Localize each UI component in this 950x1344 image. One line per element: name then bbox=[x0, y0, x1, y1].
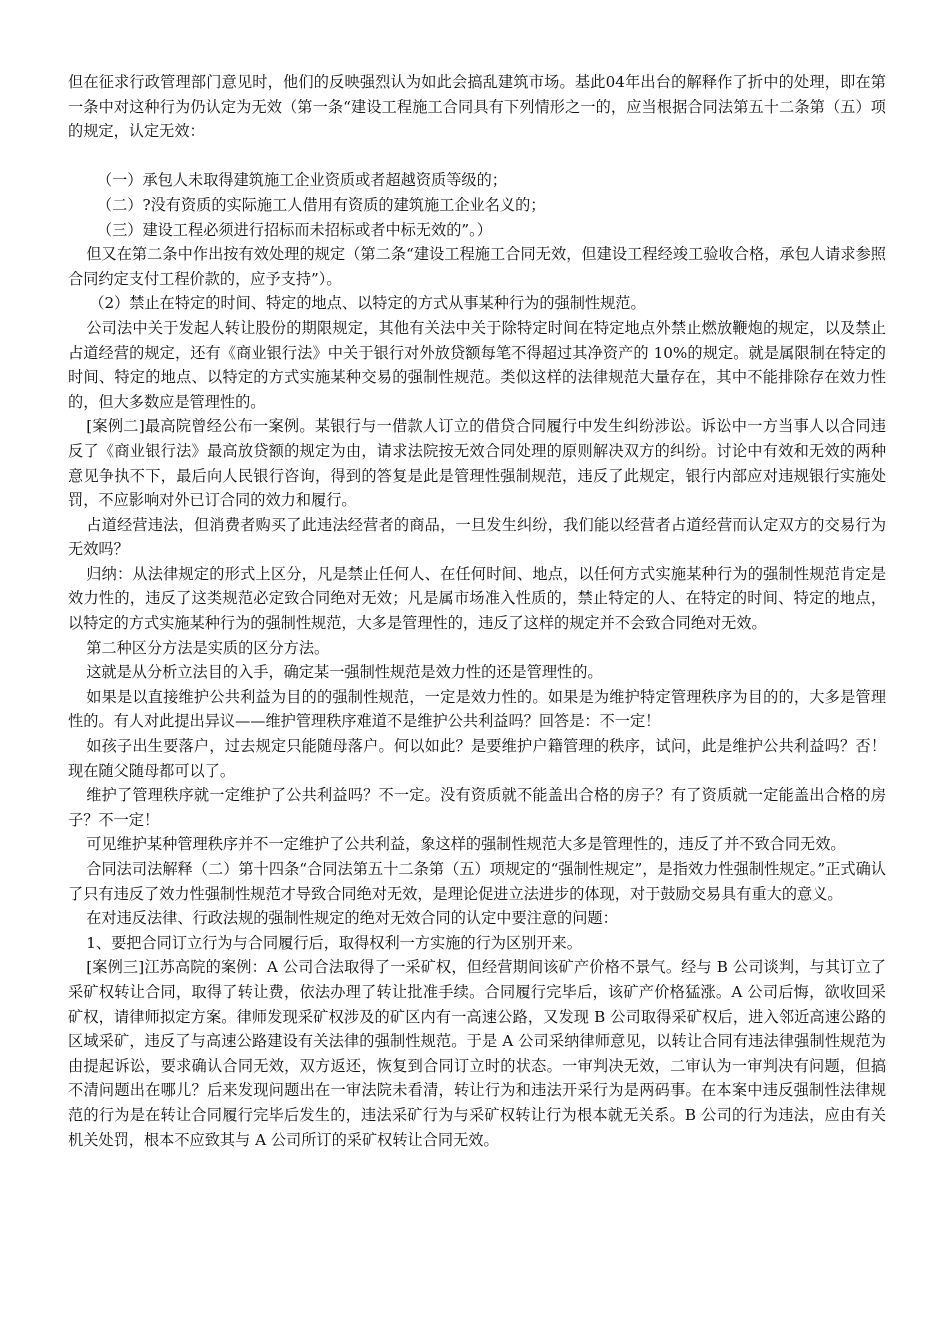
paragraph-management-order: 可见维护某种管理秩序并不一定维护了公共利益，象这样的强制性规范大多是管理性的，违反了并不致合同无效。 bbox=[86, 835, 846, 854]
paragraph-street-vending: 占道经营违法，但消费者购买了此违法经营者的商品，一旦发生纠纷，我们能以经营者占道经营而认定双方的交易行为无效吗？ bbox=[68, 515, 886, 559]
blank-line bbox=[68, 144, 886, 169]
paragraph-article-2: 但又在第二条中作出按有效处理的规定（第二条“建设工程施工合同无效，但建设工程经竣工验收合格，承包人请求参照合同约定支付工程价款的，应予支持”）。 bbox=[68, 245, 886, 288]
paragraph-intro: 但在征求行政管理部门意见时，他们的反映强烈认为如此会搞乱建筑市场。基此04年出台的解释作了折中的处理，即在第一条中对这种行为仍认定为无效（第一条“建设工程施工合同具有下列情形之一的，应当根据合同法第五十二条第（五）项的规定，认定无效： bbox=[68, 73, 886, 141]
paragraph-second-method: 第二种区分方法是实质的区分方法。 bbox=[86, 638, 330, 657]
paragraph-public-interest: 如果是以直接维护公共利益为目的的强制性规范，一定是效力性的。如果是为维护特定管理秩序为目的的，大多是管理性的。有人对此提出异议——维护管理秩序难道不是维护公共利益吗？回答是：不一定！ bbox=[68, 687, 886, 731]
list-item-1: （一）承包人未取得建筑施工企业资质或者超越资质等级的； bbox=[96, 171, 507, 190]
paragraph-issues: 在对违反法律、行政法规的强制性规定的绝对无效合同的认定中要注意的问题： bbox=[86, 909, 618, 928]
document-page bbox=[68, 70, 886, 1152]
paragraph-summary: 归纳：从法律规定的形式上区分，凡是禁止任何人、在任何时间、地点，以任何方式实施某种行为的强制性规范肯定是效力性的，违反了这类规范必定致合同绝对无效；凡是属市场准入性质的，禁止特定的人、在特定的时间、特定的地点，以特定的方式实施某种行为的强制性规范，大多是管理性的，违反了这样的规定并不会致合同绝对无效。 bbox=[68, 564, 886, 633]
paragraph-case-3: [案例三]江苏高院的案例：A 公司合法取得了一采矿权，但经营期间该矿产价格不景气。经与 B 公司谈判，与其订立了采矿权转让合同，取得了转让费，依法办理了转让批准手续。合同履行完毕后，该矿产价格猛涨。A 公司后悔，欲收回采矿权，请律师拟定方案。律师发现采矿权涉及的矿区内有一高速公路，又发现 B 公司取得采矿权后，进入邻近高速公路的区域采矿，违反了与高速公路建设有关法律的强制性规范。于是 A 公司采纳律师意见，以转让合同有违法律强制性规范为由提起诉讼，要求确认合同无效，双方返还，恢复到合同订立时的状态。一审判决无效，二审认为一审判决有问题，但搞不清问题出在哪儿？后来发现问题出在一审法院未看清，转让行为和违法开采行为是两码事。在本案中违反强制性法律规范的行为是在转让合同履行完毕后发生的，违法采矿行为与采矿权转让行为根本就无关系。B 公司的行为违法，应由有关机关处罚，根本不应致其与 A 公司所订的采矿权转让合同无效。 bbox=[68, 958, 886, 1149]
section-heading-2: （2）禁止在特定的时间、特定的地点、以特定的方式从事某种行为的强制性规范。 bbox=[89, 294, 646, 313]
list-item-2: （二）?没有资质的实际施工人借用有资质的建筑施工企业名义的； bbox=[96, 195, 546, 214]
paragraph-case-2: [案例二]最高院曾经公布一案例。某银行与一借款人订立的借贷合同履行中发生纠纷涉讼。诉讼中一方当事人以合同违反了《商业银行法》最高放贷额的规定为由，请求法院按无效合同处理的原则解决双方的纠纷。讨论中有效和无效的两种意见争执不下，最后向人民银行咨询，得到的答复是此是管理性强制规范，违反了此规定，银行内部应对违规银行实施处罚，不应影响对外已订合同的效力和履行。 bbox=[68, 417, 886, 510]
paragraph-qualification: 维护了管理秩序就一定维护了公共利益吗？不一定。没有资质就不能盖出合格的房子？有了资质就一定能盖出合格的房子？不一定！ bbox=[68, 786, 886, 829]
paragraph-household-registration: 如孩子出生要落户，过去规定只能随母落户。何以如此？是要维护户籍管理的秩序，试问，此是维护公共利益吗？否！现在随父随母都可以了。 bbox=[68, 737, 886, 780]
list-item-3: （三）建设工程必须进行招标而未招标或者中标无效的”。） bbox=[96, 220, 492, 239]
paragraph-judicial-interpretation: 合同法司法解释（二）第十四条“合同法第五十二条第（五）项规定的“强制性规定”，是指效力性强制性规定。”正式确认了只有违反了效力性强制性规范才导致合同绝对无效，是理论促进立法进步的体现，对于鼓励交易具有重大的意义。 bbox=[68, 860, 886, 903]
paragraph-legislative-purpose: 这就是从分析立法目的入手，确定某一强制性规范是效力性的还是管理性的。 bbox=[86, 663, 603, 682]
paragraph-company-law: 公司法中关于发起人转让股份的期限规定，其他有关法中关于除特定时间在特定地点外禁止燃放鞭炮的规定，以及禁止占道经营的规定，还有《商业银行法》中关于银行对外放贷额每笔不得超过其净资产的 10%的规定。就是属限制在特定的时间、特定的地点、以特定的方式实施某种交易的强制性规范。类似这样的法律规范大量存在，其中不能排除存在效力性的，但大多数应是管理性的。 bbox=[68, 318, 886, 411]
paragraph-issue-1: 1、要把合同订立行为与合同履行后，取得权利一方实施的行为区别开来。 bbox=[86, 933, 582, 952]
